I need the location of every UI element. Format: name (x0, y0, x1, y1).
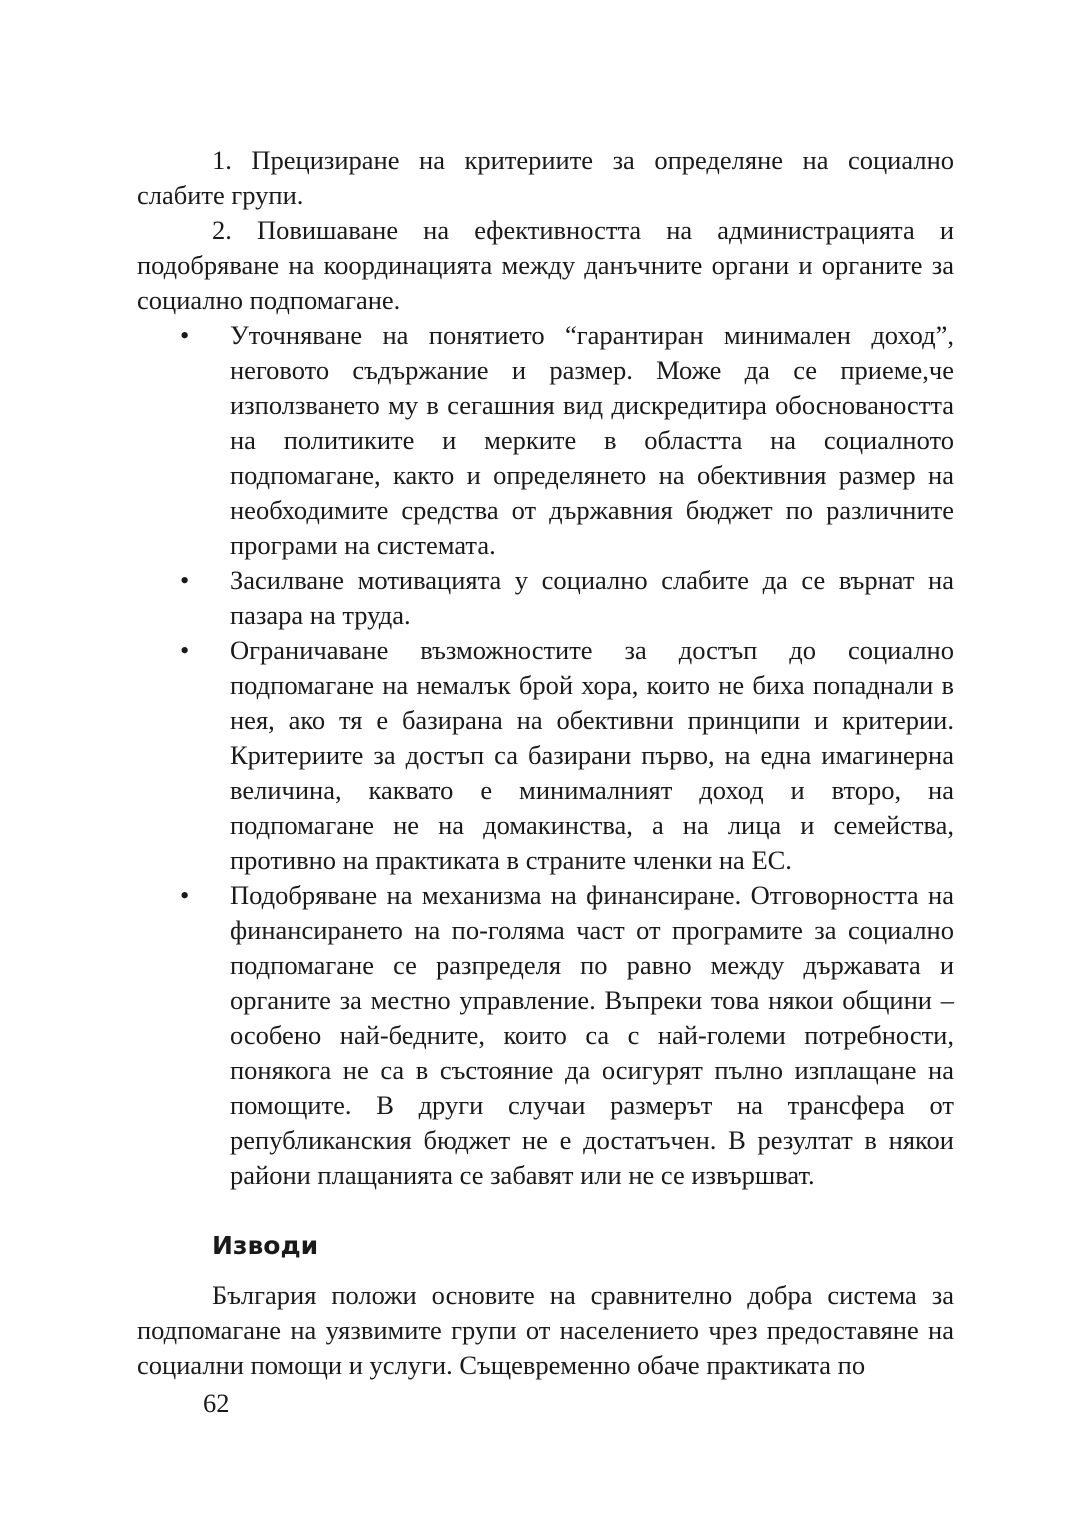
list-item-text: Уточняване на понятието “гарантиран минимален доход”, неговото съдържание и размер. Може да се приеме,че използването му в сегашния вид дискредитира обосноваността на политиките и мерките в областта на социалното подпомагане, както и определянето на обективния размер на необходимите средства от държавния бюджет по различните програми на системата. (230, 320, 954, 560)
list-item (137, 563, 954, 633)
page-number: 62 (203, 1388, 230, 1418)
section-heading-conclusions: Изводи (212, 1231, 319, 1260)
list-item (137, 633, 954, 878)
paragraph-conclusions: България положи основите на сравнително добра система за подпомагане на уязвимите групи от населението чрез предоставяне на социални помощи и услуги. Същевременно обаче практиката по (137, 1280, 954, 1380)
list-item (137, 318, 954, 563)
list-item-text: Ограничаване възможностите за достъп до социално подпомагане на немалък брой хора, които не биха попаднали в нея, ако тя е базирана на обективни принципи и критерии. Критериите за достъп са базирани първо, на една имагинерна величина, каквато е минималният доход и второ, на подпомагане не на домакинства, а на лица и семейства, противно на практиката в страните членки на ЕС. (230, 635, 954, 875)
page-content (137, 143, 954, 1383)
bullet-icon: • (180, 565, 190, 595)
list-item-text: Засилване мотивацията у социално слабите да се върнат на пазара на труда. (230, 565, 954, 630)
bullet-icon: • (180, 880, 190, 910)
list-item-text: Подобряване на механизма на финансиране. Отговорността на финансирането на по-голяма част от програмите за социално подпомагане се разпределя по равно между държавата и органите за местно управление. Въпреки това някои общини – особено най-бедните, които са с най-големи потребности, понякога не са в състояние да осигурят пълно изплащане на помощите. В други случаи размерът на трансфера от републиканския бюджет не е достатъчен. В резултат в някои райони плащанията се забавят или не се извършват. (230, 880, 954, 1190)
bullet-icon: • (180, 320, 190, 350)
bullet-icon: • (180, 635, 190, 665)
paragraph-administration: 2. Повишаване на ефективността на администрацията и подобряване на координацията между данъчните органи и органите за социално подпомагане. (137, 215, 954, 315)
paragraph-criteria: 1. Прецизиране на критериите за определяне на социално слабите групи. (137, 145, 954, 210)
bullet-list (137, 318, 954, 1193)
list-item (137, 878, 954, 1193)
